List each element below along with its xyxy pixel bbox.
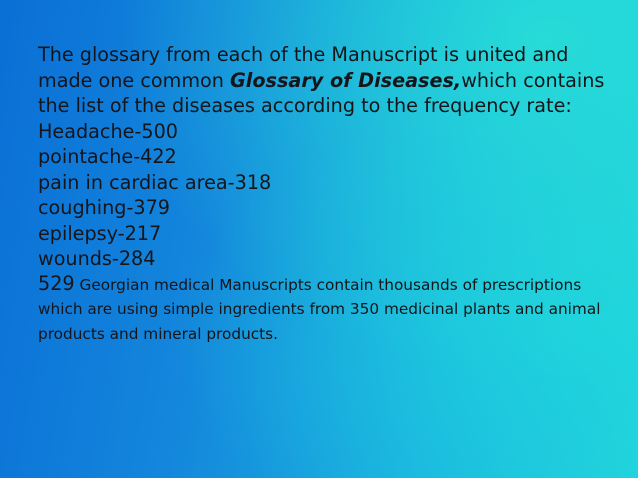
disease-item: Headache-500 — [38, 119, 178, 143]
slide-body — [38, 42, 623, 346]
disease-item: pointache-422 — [38, 145, 177, 168]
manuscripts-note-text: Georgian medical Manuscripts contain thousands of prescriptions which are using simple ingredients from 350 medicinal plants and animal products and mineral products. — [38, 275, 601, 343]
intro-continuation: which contains the list of the diseases according to the frequency rate: — [38, 68, 605, 117]
disease-item: wounds-284 — [38, 247, 156, 270]
manuscripts-note — [38, 272, 623, 347]
glossary-title: Glossary of Diseases, — [230, 68, 462, 92]
disease-item: coughing-379 — [38, 196, 171, 219]
disease-list — [38, 119, 623, 272]
disease-item: pain in cardiac area-318 — [38, 170, 272, 194]
intro-paragraph — [38, 42, 623, 119]
intro-text: The glossary from each of the Manuscript is united and made one common — [38, 43, 569, 92]
manuscript-count: 529 — [38, 271, 75, 295]
disease-item: epilepsy-217 — [38, 221, 162, 245]
